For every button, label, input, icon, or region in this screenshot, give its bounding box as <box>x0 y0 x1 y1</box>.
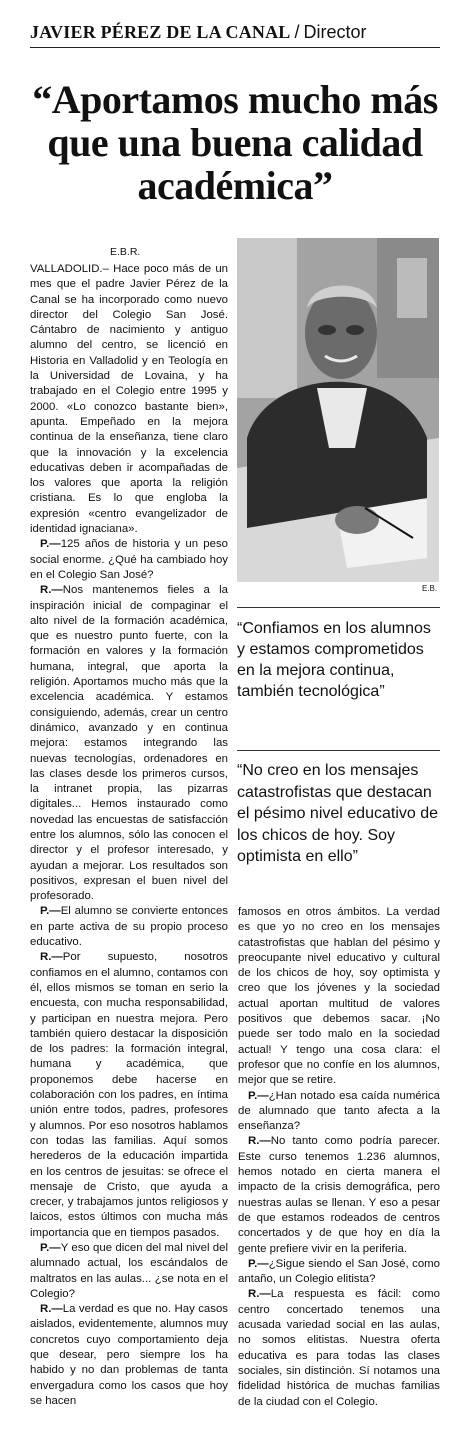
question-paragraph: P.—¿Han notado esa caída numérica de alumnado que tanto afecta a la enseñanza? <box>238 1089 440 1133</box>
interviewee-name: JAVIER PÉREZ DE LA CANAL <box>30 22 291 42</box>
article-column-1 <box>30 262 228 1422</box>
question-paragraph: P.—125 años de historia y un peso social enorme. ¿Qué ha cambiado hoy en el Colegio San José? <box>30 538 228 581</box>
pull-quote-rule <box>237 750 440 751</box>
article-column-2 <box>238 905 440 1425</box>
answer-paragraph: R.—Nos mantenemos fieles a la inspiración inicial de compaginar el alto nivel de la formación académica, que es nuestro punto fuerte, con la formación en valores y la formación humana, integral, que aporta la religión. Aportamos mucho más que la excelencia académica. Y estamos consiguiendo, además, crear un centro dinámico, avanzado y en continua mejora: estamos integrando las nuevas tecnologías, ordenadores en las clases desde los primeros cursos, la intranet propia, las pizarras digitales... Hemos instaurado como novedad las encuestas de satisfacción entre los alumnos, sólo las conocen el director y el profesor interesado, y ayudan a mejorar. Los resultados son positivos, expresan el buen nivel del profesorado. <box>30 584 228 903</box>
pull-quote-1: “Confiamos en los alumnos y estamos comprometidos en la mejora continua, también tecnológica” <box>237 620 431 700</box>
header-rule <box>30 47 440 48</box>
article-header <box>30 22 440 44</box>
pull-quote-2: “No creo en los mensajes catastrofistas que destacan el pésimo nivel educativo de los chicos de hoy. Soy optimista en ello” <box>237 762 439 865</box>
question-paragraph: P.—Y eso que dicen del mal nivel del alumnado actual, los escándalos de maltratos en las aulas... ¿se nota en el Colegio? <box>30 1242 228 1300</box>
continued-paragraph: famosos en otros ámbitos. La verdad es que yo no creo en los mensajes catastrofistas que hablan del pésimo y preocupante nivel educativo y cultural de los chicos de hoy, soy optimista y creo que los jóvenes y la sociedad actual aportan multitud de valores positivos que debemos sacar. ¡No puede ser todo malo en la sociedad actual! Y tengo una cosa clara: el profesor que no confíe en los alumnos, mejor que se retire. <box>238 906 440 1087</box>
question-paragraph: P.—El alumno se convierte entonces en parte activa de su propio proceso educativo. <box>30 905 228 949</box>
pull-quote-rule <box>237 607 440 608</box>
question-paragraph: P.—¿Sigue siendo el San José, como antaño, un Colegio elitista? <box>238 1257 440 1286</box>
portrait-photo-icon <box>237 238 439 582</box>
answer-paragraph: R.—No tanto como podría parecer. Este curso tenemos 1.236 alumnos, hemos notado en cierta manera el impacto de la crisis demográfica, pero nuestras aulas se llenan. Y eso a pesar de que estamos rodeados de centros concertados y de que hoy en día la gente prefiere vivir en la periferia. <box>238 1135 440 1255</box>
photo-credit: E.B. <box>422 584 438 593</box>
portrait-photo <box>237 238 439 582</box>
byline: E.B.R. <box>110 246 141 258</box>
answer-paragraph: R.—Por supuesto, nosotros confiamos en el alumno, contamos con él, ellos mismos se toman en serio la encuesta, con mucha responsabilidad, y participan en nuestra mejora. Pero también quiero destacar la disposición de los padres: la formación integral, humana y académica, que proponemos debe hacerse en colaboración con los padres, en íntima unión entre todos, padres, profesores y alumnos. Por eso nosotros hablamos con todas las familias. Aquí somos herederos de la educación impartida en los centros de jesuitas: se ofrece el mensaje de Cristo, que ayuda a crecer, y trabajamos juntos religiosos y laicos, estos últimos con mucha más importancia que en tiempos pasados. <box>30 951 228 1239</box>
intro-paragraph: VALLADOLID.– Hace poco más de un mes que el padre Javier Pérez de la Canal se ha incorporado como nuevo director del Colegio San José. Cántabro de nacimiento y antiguo alumno del centro, se licenció en Historia en Valladolid y en Teología en la Universidad de Lovaina, y ha trabajado en el Colegio entre 1995 y 2000. «Lo conozco bastante bien», apunta. Empeñado en la mejora continua de la enseñanza, tiene claro que la innovación y la excelencia educativas deben ir acompañadas de los valores que aporta la religión cristiana. Es lo que engloba la expresión «centro evangelizador de identidad ignaciana». <box>30 263 228 536</box>
headline: “Aportamos mucho más que una buena calidad académica” <box>32 77 438 208</box>
answer-paragraph: R.—La verdad es que no. Hay casos aislados, evidentemente, alumnos muy concretos cuyo comportamiento deja que desear, pero siempre los ha habido y no dan problemas de tanta envergadura como los casos que hoy se hacen <box>30 1303 228 1407</box>
header-separator: / <box>294 22 300 42</box>
interviewee-role: Director <box>303 22 367 42</box>
answer-paragraph: R.—La respuesta es fácil: como centro concertado tenemos una acusada variedad social en las aulas, no somos elitistas. Nuestra oferta educativa es para todas las clases sociales, sin distinción. Sí notamos una fidelidad histórica de muchas familias de la ciudad con el Colegio. <box>238 1288 440 1408</box>
